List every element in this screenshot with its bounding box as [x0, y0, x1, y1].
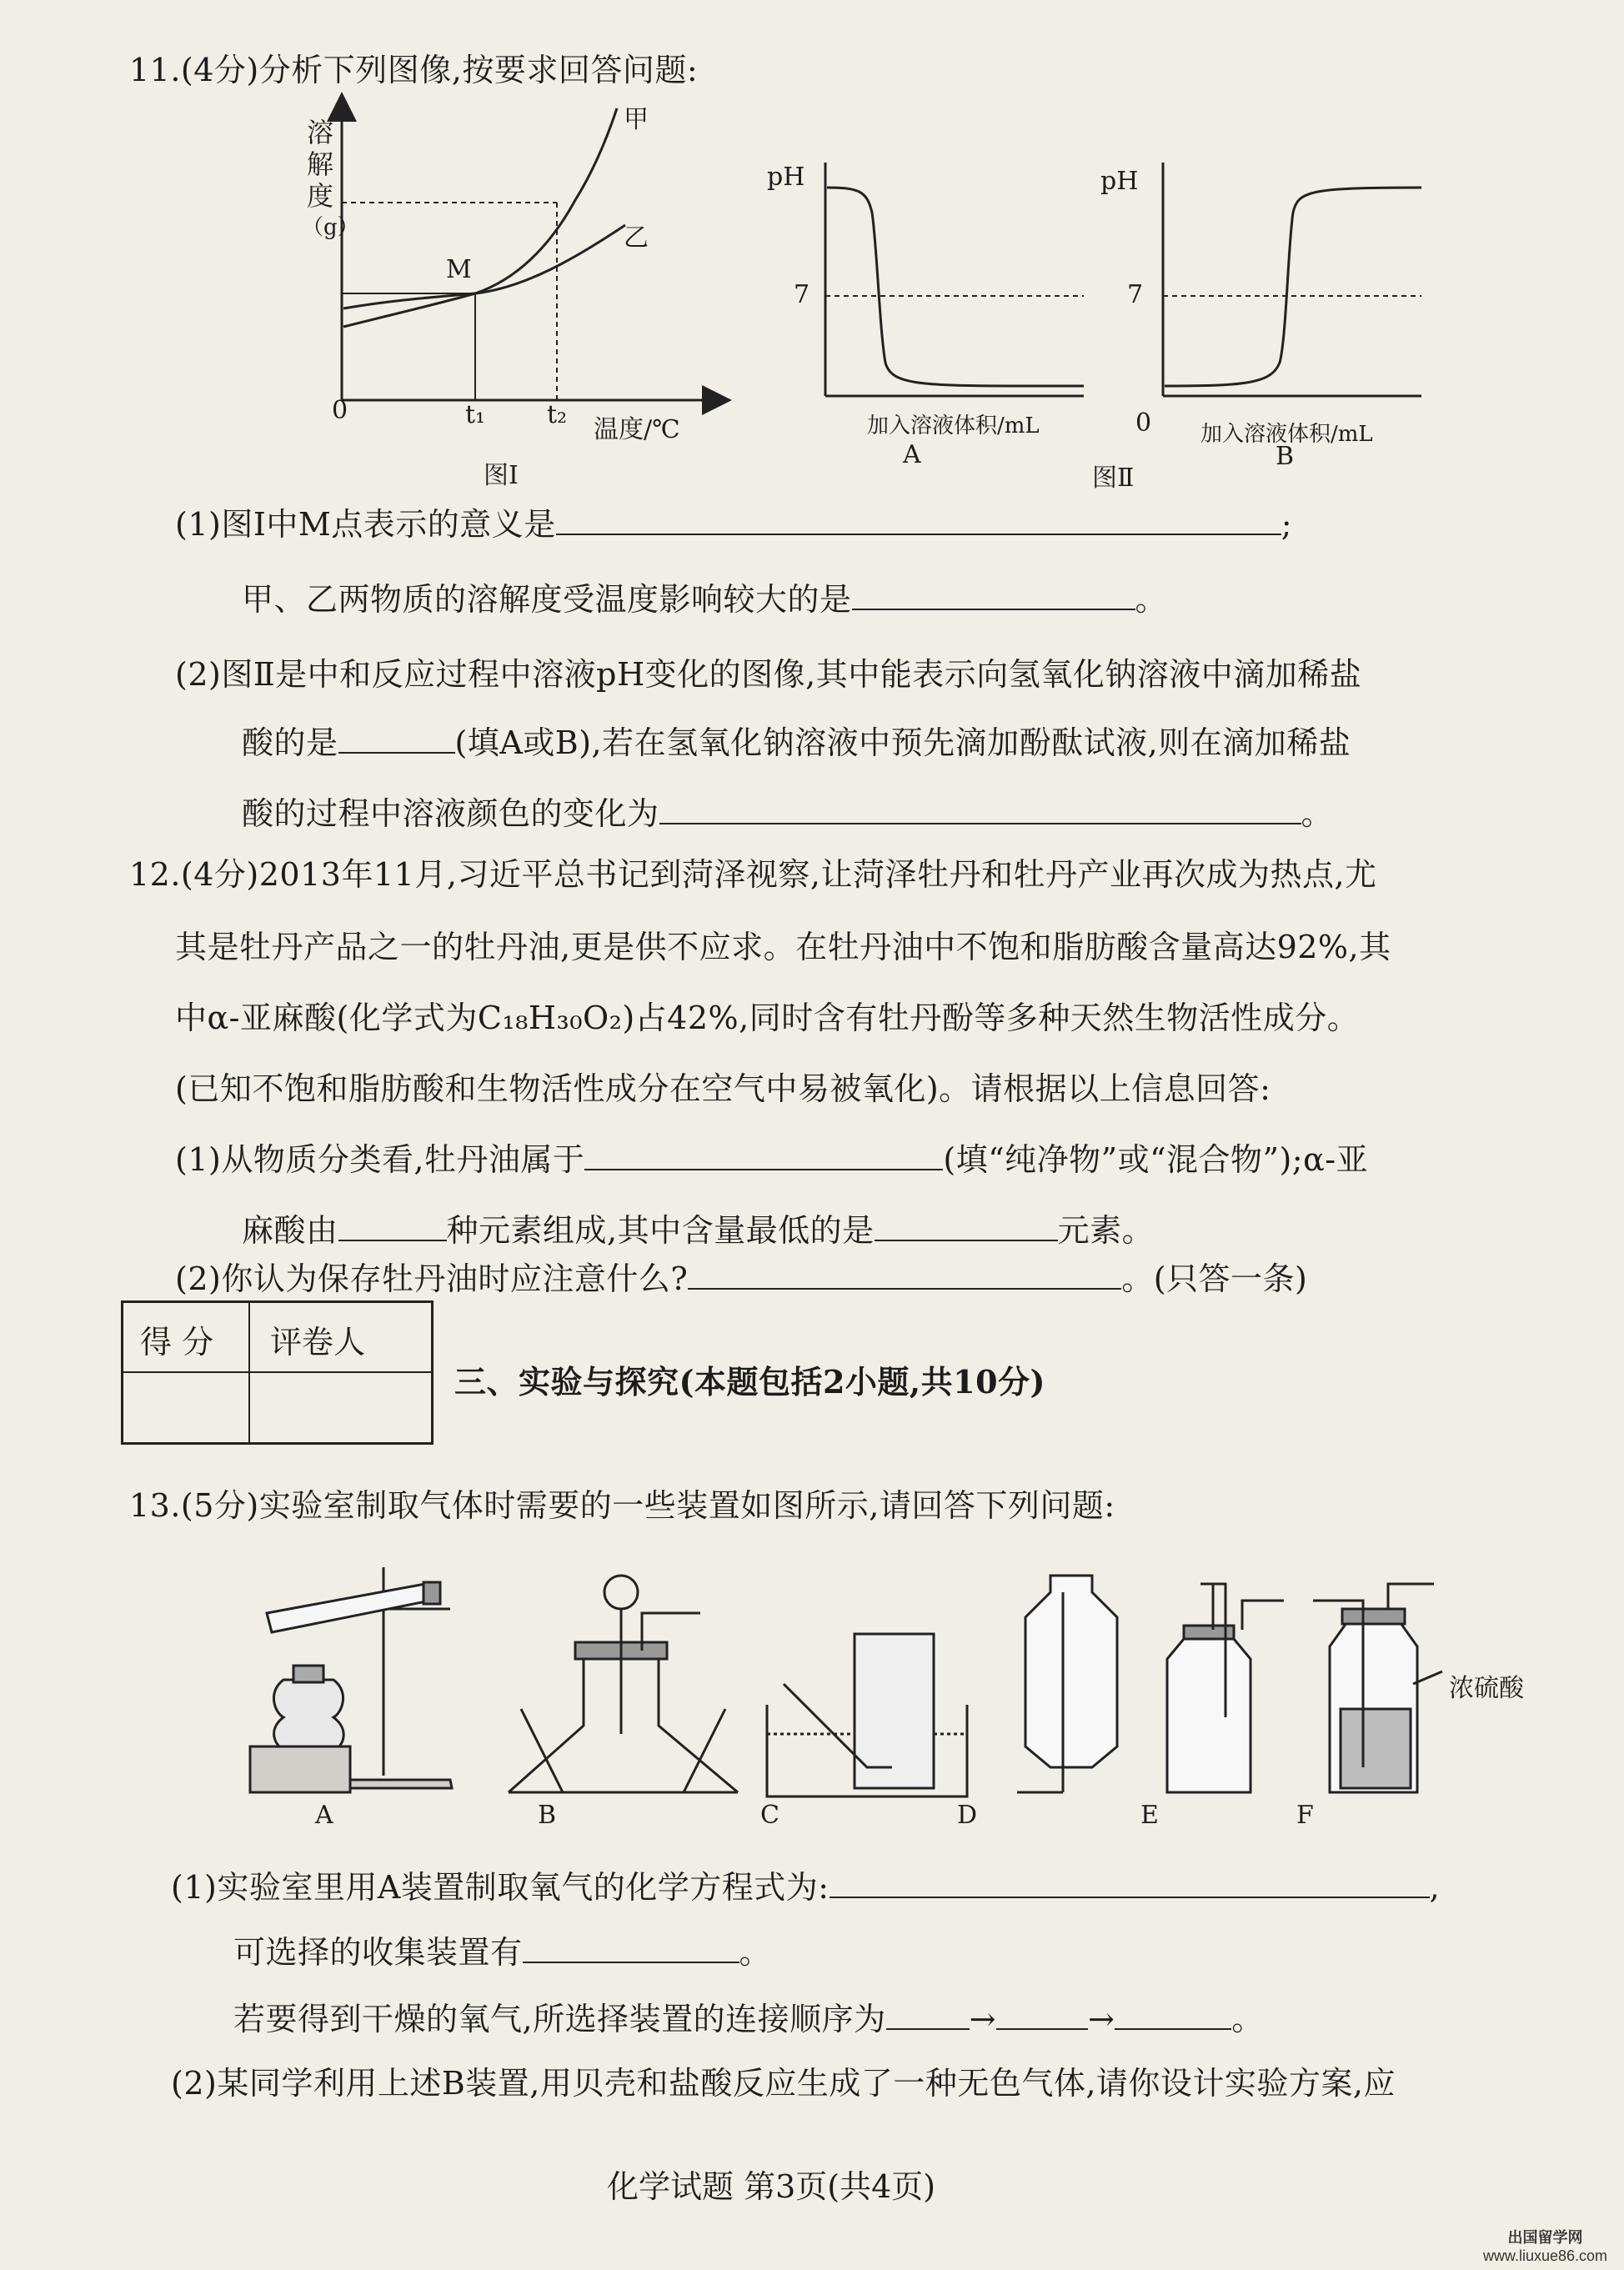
q13-p2-line1: (2)某同学利用上述B装置,用贝壳和盐酸反应生成了一种无色气体,请你设计实验方案,应 — [171, 2065, 1396, 2102]
apparatus-d — [1017, 1576, 1117, 1792]
answer-blank[interactable] — [523, 1933, 739, 1963]
apparatus-label-b: B — [538, 1801, 557, 1830]
q11-p2-line1: (2)图Ⅱ是中和反应过程中溶液pH变化的图像,其中能表示向氢氧化钠溶液中滴加稀盐 — [175, 656, 1362, 693]
fig1-curve-jia-label: 甲 — [624, 105, 649, 134]
grader-cell-label: 评卷人 — [270, 1324, 366, 1360]
apparatus-label-e: E — [1140, 1801, 1159, 1830]
apparatus-label-c: C — [760, 1801, 779, 1830]
answer-blank[interactable] — [996, 2000, 1088, 2030]
apparatus-f — [1313, 1584, 1442, 1792]
page-footer: 化学试题 第3页(共4页) — [607, 2168, 936, 2205]
answer-blank[interactable] — [852, 580, 1135, 610]
fig1-caption: 图Ⅰ — [484, 461, 519, 490]
answer-blank[interactable] — [1115, 2000, 1231, 2030]
fig2b-seven-label: 7 — [1127, 280, 1144, 309]
answer-blank[interactable] — [830, 1868, 1430, 1898]
fig2b-ph-curve — [1165, 188, 1421, 386]
answer-blank[interactable] — [338, 724, 455, 754]
fig1-t2-label: t₂ — [547, 400, 568, 429]
fig1-curve-yi-label: 乙 — [624, 223, 649, 253]
fig2a-label-a: A — [903, 440, 921, 469]
answer-blank[interactable] — [338, 1211, 447, 1241]
answer-blank[interactable] — [659, 794, 1301, 824]
figure-2b-ph-chart — [1146, 163, 1430, 413]
section-3-heading: 三、实验与探究(本题包括2小题,共10分) — [454, 1363, 1046, 1401]
fig1-point-m-label: M — [446, 255, 472, 284]
answer-blank[interactable] — [886, 2000, 970, 2030]
q12-line3: 中α-亚麻酸(化学式为C₁₈H₃₀O₂)占42%,同时含有牡丹酚等多种天然生物活性成分。 — [175, 1000, 1360, 1036]
apparatus-a — [250, 1567, 452, 1792]
apparatus-b — [509, 1576, 738, 1792]
acid-label: 浓硫酸 — [1449, 1674, 1524, 1703]
answer-blank[interactable] — [584, 1140, 943, 1170]
apparatus-label-f: F — [1296, 1801, 1314, 1830]
q11-heading: 11.(4分)分析下列图像,按要求回答问题: — [129, 52, 699, 88]
q11-p2-line2: 酸的是 (填A或B),若在氢氧化钠溶液中预先滴加酚酞试液,则在滴加稀盐 — [242, 724, 1351, 761]
fig2b-label-b: B — [1276, 442, 1295, 471]
figure-2a-ph-chart — [809, 163, 1092, 413]
fig1-x-axis-label: 温度/℃ — [594, 415, 680, 444]
q13-apparatus-figure — [233, 1567, 1401, 1809]
fig2a-ph-curve — [827, 188, 1084, 386]
fig1-origin-label: 0 — [332, 396, 348, 425]
q12-line1: 12.(4分)2013年11月,习近平总书记到菏泽视察,让菏泽牡丹和牡丹产业再次成为热点,尤 — [129, 856, 1377, 893]
q13-p1-line1: (1)实验室里用A装置制取氧气的化学方程式为: , — [171, 1869, 1441, 1906]
answer-blank[interactable] — [688, 1260, 1121, 1290]
fig2a-seven-label: 7 — [794, 280, 810, 309]
figure-1-solubility-chart — [300, 100, 734, 417]
q12-line4: (已知不饱和脂肪酸和生物活性成分在空气中易被氧化)。请根据以上信息回答: — [175, 1070, 1271, 1107]
answer-blank[interactable] — [556, 505, 1281, 535]
q12-p1-line2: 麻酸由 种元素组成,其中含量最低的是 元素。 — [242, 1212, 1155, 1249]
fig1-y-label: 溶 解 度 （g） — [302, 117, 359, 240]
apparatus-label-d: D — [957, 1801, 978, 1830]
fig2b-origin-label: 0 — [1135, 408, 1152, 438]
apparatus-e — [1167, 1584, 1284, 1792]
fig2a-ph-label: pH — [767, 163, 805, 192]
answer-blank[interactable] — [875, 1211, 1058, 1241]
q12-p1-line1: (1)从物质分类看,牡丹油属于 (填“纯净物”或“混合物”);α-亚 — [175, 1141, 1369, 1178]
fig2b-x-axis-label: 加入溶液体积/mL — [1200, 422, 1373, 447]
score-table — [121, 1300, 434, 1445]
q11-p1-line2: 甲、乙两物质的溶解度受温度影响较大的是 。 — [242, 581, 1168, 618]
q13-p1-line2: 可选择的收集装置有 。 — [233, 1934, 772, 1971]
apparatus-label-a: A — [315, 1801, 333, 1830]
fig1-t1-label: t₁ — [465, 400, 486, 429]
q11-p2-line3: 酸的过程中溶液颜色的变化为 。 — [242, 795, 1334, 832]
apparatus-c — [767, 1634, 967, 1796]
score-cell-label: 得 分 — [140, 1324, 214, 1360]
fig2b-ph-label: pH — [1100, 167, 1139, 196]
fig2a-x-axis-label: 加入溶液体积/mL — [867, 413, 1040, 438]
q11-p1-line1: (1)图Ⅰ中M点表示的意义是 ; — [175, 506, 1293, 543]
q12-p2-line: (2)你认为保存牡丹油时应注意什么? 。(只答一条) — [175, 1260, 1308, 1297]
q13-p1-line3: 若要得到干燥的氧气,所选择装置的连接顺序为 → → 。 — [233, 2001, 1264, 2037]
q12-line2: 其是牡丹产品之一的牡丹油,更是供不应求。在牡丹油中不饱和脂肪酸含量高达92%,其 — [175, 929, 1391, 965]
site-watermark: 出国留学网 www.liuxue86.com — [1482, 2229, 1607, 2264]
fig2-caption: 图Ⅱ — [1092, 464, 1135, 493]
fig1-curve-yi — [343, 225, 625, 308]
q13-heading: 13.(5分)实验室制取气体时需要的一些装置如图所示,请回答下列问题: — [129, 1487, 1115, 1524]
